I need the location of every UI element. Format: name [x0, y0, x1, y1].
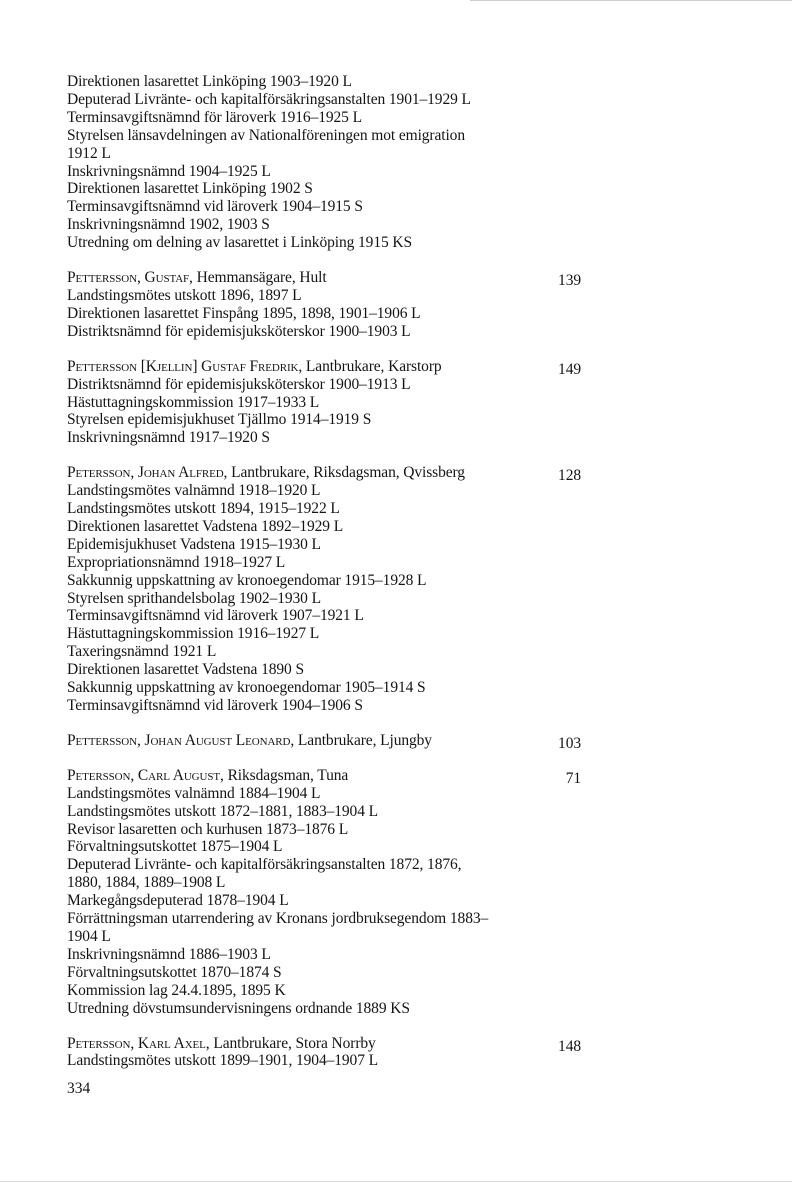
entry-line: Terminsavgiftsnämnd vid läroverk 1904–1906 S	[67, 697, 363, 714]
entry-line: Landstingsmötes utskott 1896, 1897 L	[67, 286, 302, 304]
entry-line: 1880, 1884, 1889–1908 L	[67, 874, 226, 892]
entry-line: 1904 L	[67, 927, 111, 945]
reference-number: 139	[558, 272, 581, 290]
entry-line: Styrelsen sprithandelsbolag 1902–1930 L	[67, 589, 321, 607]
entry-line: Förvaltningsutskottet 1875–1904 L	[67, 838, 283, 856]
reference-number: 71	[565, 769, 581, 787]
person-entry	[67, 767, 587, 1018]
person-description: Lantbrukare, Karstorp	[302, 357, 442, 375]
entry-line: Utredning om delning av lasarettet i Linköping 1915 KS	[67, 234, 413, 252]
entry-line: Terminsavgiftsnämnd vid läroverk 1904–1915 S	[67, 198, 363, 216]
entry-heading	[67, 767, 587, 785]
pre-entry-block	[67, 73, 587, 252]
entry-line: Revisor lasaretten och kurhusen 1873–1876 L	[67, 820, 349, 838]
person-name: Pettersson, Gustaf,	[67, 269, 193, 287]
entry-line: Inskrivningsnämnd 1917–1920 S	[67, 429, 270, 447]
top-rule	[470, 0, 792, 1]
bottom-rule	[0, 1181, 792, 1182]
entry-line: Kommission lag 24.4.1895, 1895 K	[67, 981, 286, 999]
entry-line: Deputerad Livränte- och kapitalförsäkringsanstalten 1901–1929 L	[67, 90, 471, 108]
entry-line: Hästuttagningskommission 1916–1927 L	[67, 625, 320, 643]
person-description: Lantbrukare, Stora Norrby	[209, 1034, 376, 1052]
entry-line: Terminsavgiftsnämnd vid läroverk 1907–1921 L	[67, 607, 364, 625]
entry-line: Inskrivningsnämnd 1902, 1903 S	[67, 216, 270, 234]
entry-line: Distriktsnämnd för epidemisjuksköterskor 1900–1913 L	[67, 375, 411, 393]
entry-line: Styrelsen epidemisjukhuset Tjällmo 1914–1919 S	[67, 411, 372, 429]
person-name: Pettersson, Johan August Leonard,	[67, 731, 295, 749]
person-entry	[67, 1035, 587, 1071]
entry-line: Taxeringsnämnd 1921 L	[67, 643, 217, 661]
person-description: Lantbrukare, Riksdagsman, Qvissberg	[227, 464, 465, 482]
entry-line: Landstingsmötes valnämnd 1884–1904 L	[67, 784, 321, 802]
entry-heading	[67, 1035, 587, 1053]
entry-heading	[67, 732, 587, 750]
page-number: 334	[67, 1080, 91, 1097]
entry-line: Sakkunnig uppskattning av kronoegendomar 1905–1914 S	[67, 679, 426, 697]
entry-line: Utredning dövstumsundervisningens ordnande 1889 KS	[67, 999, 410, 1017]
entry-line: Landstingsmötes utskott 1894, 1915–1922 L	[67, 500, 340, 518]
entry-line: Direktionen lasarettet Finspång 1895, 1898, 1901–1906 L	[67, 304, 421, 322]
register-content	[67, 73, 587, 1070]
entry-line: Direktionen lasarettet Linköping 1903–1920 L	[67, 73, 352, 90]
entry-line: Markegångsdeputerad 1878–1904 L	[67, 892, 289, 910]
person-name: Petersson, Karl Axel,	[67, 1034, 210, 1052]
entry-line: Landstingsmötes valnämnd 1918–1920 L	[67, 482, 321, 500]
person-description: Riksdagsman, Tuna	[223, 766, 349, 784]
entry-line: Epidemisjukhuset Vadstena 1915–1930 L	[67, 535, 321, 553]
entry-line: Förvaltningsutskottet 1870–1874 S	[67, 963, 282, 981]
entry-line: Hästuttagningskommission 1917–1933 L	[67, 393, 320, 411]
person-name: Pettersson [Kjellin] Gustaf Fredrik,	[67, 357, 303, 375]
entry-line: Direktionen lasarettet Vadstena 1892–1929 L	[67, 517, 344, 535]
reference-number: 149	[558, 360, 581, 378]
entry-line: Distriktsnämnd för epidemisjuksköterskor 1900–1903 L	[67, 322, 411, 340]
entry-line: Direktionen lasarettet Linköping 1902 S	[67, 180, 313, 198]
person-entry	[67, 269, 587, 341]
person-entry	[67, 464, 587, 715]
entry-line: Expropriationsnämnd 1918–1927 L	[67, 553, 286, 571]
entry-line: Sakkunnig uppskattning av kronoegendomar 1915–1928 L	[67, 571, 427, 589]
entry-heading	[67, 464, 587, 485]
entry-heading	[67, 358, 587, 376]
entry-heading	[67, 269, 587, 290]
entry-line: Inskrivningsnämnd 1904–1925 L	[67, 162, 271, 180]
entry-line: Förrättningsman utarrendering av Kronans jordbruksegendom 1883–	[67, 910, 489, 928]
entry-line: Landstingsmötes utskott 1899–1901, 1904–1907 L	[67, 1052, 378, 1070]
entry-line: Deputerad Livränte- och kapitalförsäkringsanstalten 1872, 1876,	[67, 856, 462, 874]
entry-line: Styrelsen länsavdelningen av Nationalföreningen mot emigration	[67, 126, 465, 144]
entry-line: Inskrivningsnämnd 1886–1903 L	[67, 945, 271, 963]
reference-number: 103	[558, 734, 581, 752]
person-description: Hemmansägare, Hult	[192, 269, 327, 287]
entry-line: 1912 L	[67, 144, 111, 162]
reference-number: 128	[558, 467, 581, 485]
entry-line: Terminsavgiftsnämnd för läroverk 1916–1925 L	[67, 108, 362, 126]
person-name: Petersson, Carl August,	[67, 766, 224, 784]
entry-line: Landstingsmötes utskott 1872–1881, 1883–1904 L	[67, 802, 378, 820]
person-entry	[67, 732, 587, 750]
reference-number: 148	[558, 1037, 581, 1055]
entry-line: Direktionen lasarettet Vadstena 1890 S	[67, 661, 304, 679]
person-entry	[67, 358, 587, 448]
person-description: Lantbrukare, Ljungby	[294, 731, 432, 749]
person-name: Petersson, Johan Alfred,	[67, 464, 228, 482]
